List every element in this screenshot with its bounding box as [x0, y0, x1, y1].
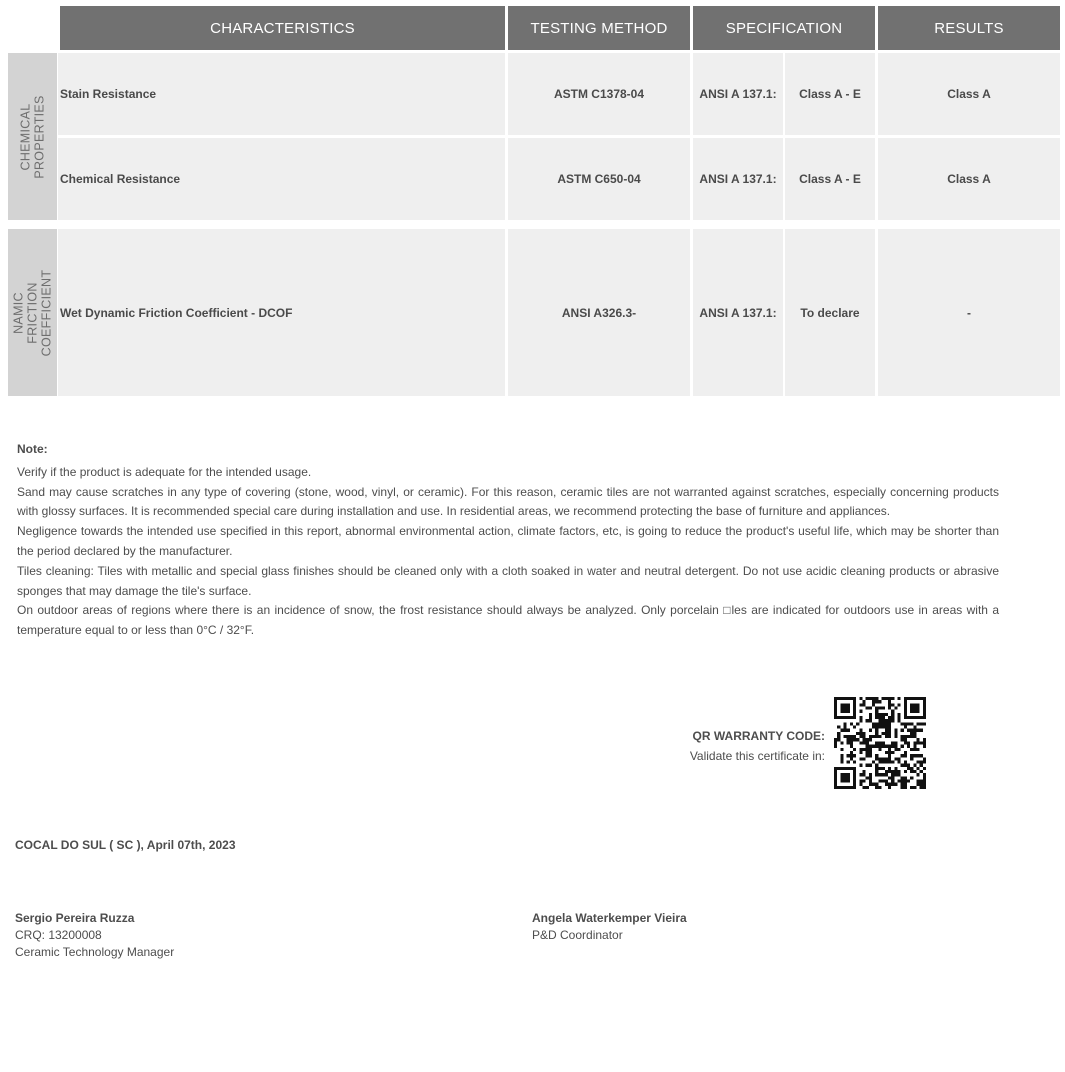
- header-testing-method: TESTING METHOD: [508, 6, 690, 50]
- table-cell-characteristic: Stain Resistance: [58, 53, 505, 135]
- signer-name: Sergio Pereira Ruzza: [15, 911, 135, 925]
- note-paragraph: Tiles cleaning: Tiles with metallic and special glass finishes should be cleaned only with a cloth soaked in water and neutral detergent. Do not use acidic cleaning products or abrasive sponges that may damage the tile's surface.: [17, 563, 999, 598]
- table-cell-spec-standard: ANSI A 137.1:: [693, 138, 783, 220]
- table-cell-spec-value: To declare: [785, 229, 875, 396]
- qr-warranty-label: QR WARRANTY CODE:: [692, 729, 825, 743]
- table-cell-method: ASTM C1378-04: [508, 53, 690, 135]
- group-label-friction: [8, 229, 57, 396]
- table-cell-spec-standard: ANSI A 137.1:: [693, 229, 783, 396]
- notes-section: [17, 440, 999, 641]
- note-paragraph: Verify if the product is adequate for the intended usage.: [17, 464, 312, 479]
- signature-block: [532, 910, 687, 944]
- header-characteristics: CHARACTERISTICS: [60, 6, 505, 50]
- qr-label-block: [690, 726, 825, 766]
- table-cell-spec-value: Class A - E: [785, 53, 875, 135]
- group-label-friction-text: NAMIC FRICTION COEFFICIENT: [11, 269, 54, 356]
- qr-validate-label: Validate this certificate in:: [689, 749, 825, 763]
- signer-title: P&D Coordinator: [532, 928, 623, 942]
- note-paragraph: On outdoor areas of regions where there is an incidence of snow, the frost resistance should always be analyzed. Only porcelain □les are indicated for outdoors use in areas with a temperature equal to or less than 0°C / 32°F.: [17, 603, 999, 638]
- signer-title: Ceramic Technology Manager: [15, 945, 175, 959]
- table-cell-result: -: [878, 229, 1060, 396]
- table-cell-spec-value: Class A - E: [785, 138, 875, 220]
- signature-block: [15, 910, 174, 961]
- note-paragraph: Negligence towards the intended use specified in this report, abnormal environmental action, climate factors, etc, is going to reduce the product's useful life, which may be shorter than the period declared by the manufacturer.: [17, 524, 999, 558]
- header-results: RESULTS: [878, 6, 1060, 50]
- header-specification: SPECIFICATION: [693, 6, 875, 50]
- qr-code-icon[interactable]: [834, 697, 926, 789]
- table-cell-spec-standard: ANSI A 137.1:: [693, 53, 783, 135]
- group-label-chemical-text: CHEMICAL PROPERTIES: [18, 94, 47, 179]
- note-paragraph: Sand may cause scratches in any type of covering (stone, wood, vinyl, or ceramic). For this reason, ceramic tiles are not warranted against scratches, especially concerning products with glossy surfaces. It is recommended special care during installation and use. In residential areas, we recommend protecting the base of furniture and appliances.: [17, 484, 999, 519]
- table-cell-result: Class A: [878, 138, 1060, 220]
- notes-title: Note:: [17, 442, 48, 456]
- signer-credential: CRQ: 13200008: [15, 928, 102, 942]
- table-cell-method: ASTM C650-04: [508, 138, 690, 220]
- group-label-chemical: [8, 53, 57, 220]
- place-date: COCAL DO SUL ( SC ), April 07th, 2023: [15, 838, 236, 852]
- table-cell-characteristic: Wet Dynamic Friction Coefficient - DCOF: [58, 229, 505, 396]
- table-cell-result: Class A: [878, 53, 1060, 135]
- table-cell-method: ANSI A326.3-: [508, 229, 690, 396]
- table-cell-characteristic: Chemical Resistance: [58, 138, 505, 220]
- signer-name: Angela Waterkemper Vieira: [532, 911, 687, 925]
